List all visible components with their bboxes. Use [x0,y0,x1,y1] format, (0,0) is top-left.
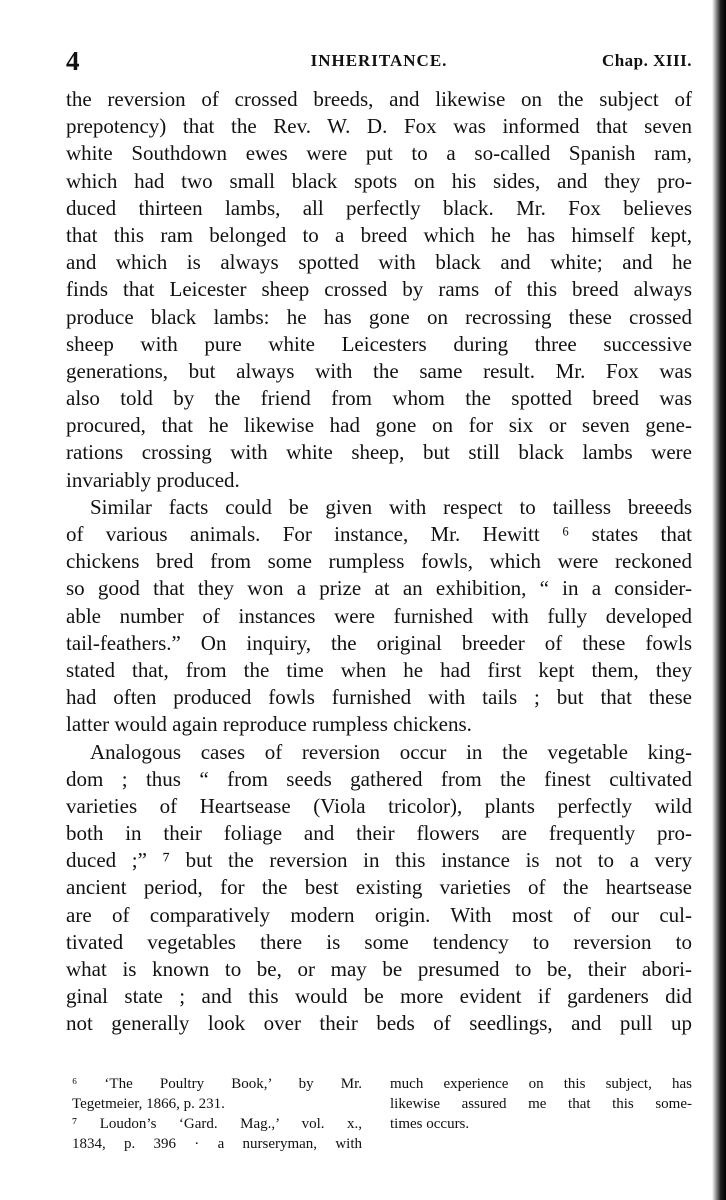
text-line: which had two small black spots on his sides, and they pro- [66,168,692,193]
text-line: so good that they won a prize at an exhibition, “ in a consider- [66,576,692,601]
body-text [66,86,692,1038]
text-line: able number of instances were furnished with fully developed [66,603,692,628]
text-line: not generally look over their beds of seedlings, and pull up [66,1011,692,1036]
text-line: prepotency) that the Rev. W. D. Fox was informed that seven [66,114,692,139]
text-line: finds that Leicester sheep crossed by rams of this breed always [66,277,692,302]
footnote-column-left [72,1074,362,1154]
text-line: varieties of Heartsease (Viola tricolor), plants perfectly wild [66,793,692,818]
text-line: tail-feathers.” On inquiry, the original breeder of these fowls [66,630,692,655]
text-line: stated that, from the time when he had first kept them, they [66,657,692,682]
chapter-label: Chap. XIII. [601,51,692,70]
text-line: generations, but always with the same result. Mr. Fox was [66,358,692,383]
text-line: ancient period, for the best existing varieties of the heartsease [66,875,692,900]
text-line: procured, that he likewise had gone on for six or seven gene- [66,413,692,438]
footnote-line: 1834, p. 396 · a nurseryman, with [72,1136,362,1152]
page-edge-shadow [712,0,726,1200]
text-line: both in their foliage and their flowers are frequently pro- [66,821,692,846]
text-line: also told by the friend from whom the spotted breed was [66,386,692,411]
text-line: invariably produced. [66,467,240,492]
running-title: INHERITANCE. [310,51,448,70]
footnote-line: much experience on this subject, has [390,1076,692,1092]
text-line: latter would again reproduce rumpless chickens. [66,712,472,737]
text-line: dom ; thus “ from seeds gathered from the finest cultivated [66,766,692,791]
footnote-line: ⁶ ‘The Poultry Book,’ by Mr. [72,1076,362,1092]
text-line: chickens bred from some rumpless fowls, which were reckoned [66,549,692,574]
text-line: Similar facts could be given with respect to tailless breeeds [90,494,692,519]
footnote-line: likewise assured me that this some- [390,1096,692,1112]
text-line: ginal state ; and this would be more evident if gardeners did [66,984,692,1009]
text-line: sheep with pure white Leicesters during three successive [66,331,692,356]
footnote-line: times occurs. [390,1116,470,1132]
text-line: had often produced fowls furnished with tails ; but that these [66,685,692,710]
text-line: of various animals. For instance, Mr. Hewitt ⁶ states that [66,522,692,546]
text-line: what is known to be, or may be presumed to be, their abori- [66,957,692,981]
text-line: duced ;” ⁷ but the reversion in this instance is not to a very [66,848,692,873]
page-number: 4 [66,46,80,76]
footnote-line: ⁷ Loudon’s ‘Gard. Mag.,’ vol. x., [72,1116,362,1132]
footnote-line: Tegetmeier, 1866, p. 231. [72,1096,225,1112]
text-line: white Southdown ewes were put to a so-called Spanish ram, [66,141,692,166]
text-line: that this ram belonged to a breed which he has himself kept, [66,222,692,247]
footnotes [72,1074,692,1164]
text-line: the reversion of crossed breeds, and likewise on the subject of [66,87,692,111]
text-line: and which is always spotted with black and white; and he [66,250,692,275]
running-header [66,46,692,76]
text-line: tivated vegetables there is some tendency to reversion to [66,929,692,954]
text-line: duced thirteen lambs, all perfectly black. Mr. Fox believes [66,195,692,220]
text-line: are of comparatively modern origin. With most of our cul- [66,902,692,927]
text-line: Analogous cases of reversion occur in the vegetable king- [90,739,692,764]
text-line: produce black lambs: he has gone on recrossing these crossed [66,304,692,329]
footnote-column-right [390,1074,692,1134]
text-line: rations crossing with white sheep, but still black lambs were [66,440,692,465]
